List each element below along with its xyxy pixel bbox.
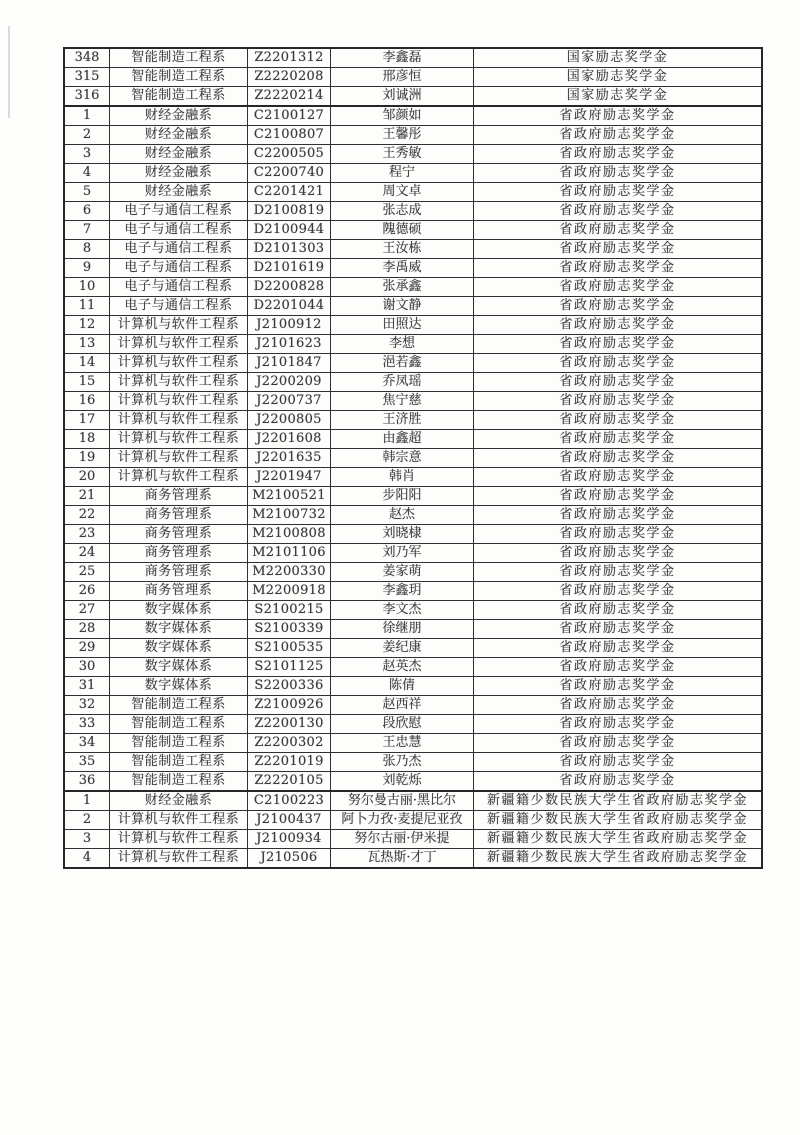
name-cell: 瓦热斯·才丁	[331, 849, 474, 869]
table-row	[64, 335, 762, 354]
name-cell: 周文卓	[331, 183, 474, 202]
student-id-cell: D2100944	[248, 221, 331, 240]
table-row	[64, 221, 762, 240]
department-cell: 财经金融系	[110, 145, 248, 164]
row-number-cell: 14	[64, 354, 110, 373]
award-cell: 省政府励志奖学金	[474, 221, 763, 240]
name-cell: 李文杰	[331, 601, 474, 620]
student-id-cell: J2100437	[248, 811, 331, 830]
award-cell: 省政府励志奖学金	[474, 373, 763, 392]
row-number-cell: 36	[64, 772, 110, 792]
award-cell: 省政府励志奖学金	[474, 696, 763, 715]
row-number-cell: 9	[64, 259, 110, 278]
award-cell: 省政府励志奖学金	[474, 563, 763, 582]
row-number-cell: 7	[64, 221, 110, 240]
row-number-cell: 34	[64, 734, 110, 753]
department-cell: 电子与通信工程系	[110, 297, 248, 316]
department-cell: 计算机与软件工程系	[110, 430, 248, 449]
award-cell: 省政府励志奖学金	[474, 183, 763, 202]
table-row	[64, 278, 762, 297]
table-row	[64, 259, 762, 278]
table-row	[64, 202, 762, 221]
name-cell: 陈倩	[331, 677, 474, 696]
name-cell: 张承鑫	[331, 278, 474, 297]
name-cell: 刘乃军	[331, 544, 474, 563]
award-cell: 国家励志奖学金	[474, 87, 763, 107]
row-number-cell: 10	[64, 278, 110, 297]
name-cell: 王汝栋	[331, 240, 474, 259]
table-row	[64, 411, 762, 430]
name-cell: 韩肖	[331, 468, 474, 487]
award-cell: 省政府励志奖学金	[474, 449, 763, 468]
department-cell: 智能制造工程系	[110, 68, 248, 87]
department-cell: 智能制造工程系	[110, 48, 248, 68]
student-id-cell: S2100535	[248, 639, 331, 658]
name-cell: 张乃杰	[331, 753, 474, 772]
name-cell: 由鑫超	[331, 430, 474, 449]
student-id-cell: Z2220214	[248, 87, 331, 107]
table-row	[64, 354, 762, 373]
row-number-cell: 2	[64, 126, 110, 145]
student-id-cell: Z2201312	[248, 48, 331, 68]
award-cell: 省政府励志奖学金	[474, 582, 763, 601]
table-row	[64, 240, 762, 259]
name-cell: 张志成	[331, 202, 474, 221]
name-cell: 阿卜力孜·麦提尼亚孜	[331, 811, 474, 830]
department-cell: 计算机与软件工程系	[110, 354, 248, 373]
student-id-cell: D2201044	[248, 297, 331, 316]
department-cell: 商务管理系	[110, 487, 248, 506]
table-row	[64, 830, 762, 849]
table-row	[64, 106, 762, 126]
department-cell: 数字媒体系	[110, 620, 248, 639]
department-cell: 商务管理系	[110, 506, 248, 525]
table-row	[64, 373, 762, 392]
student-id-cell: Z2200302	[248, 734, 331, 753]
table-row	[64, 487, 762, 506]
row-number-cell: 316	[64, 87, 110, 107]
student-id-cell: J210506	[248, 849, 331, 869]
row-number-cell: 12	[64, 316, 110, 335]
row-number-cell: 19	[64, 449, 110, 468]
row-number-cell: 1	[64, 106, 110, 126]
table-row	[64, 449, 762, 468]
student-id-cell: S2101125	[248, 658, 331, 677]
department-cell: 财经金融系	[110, 126, 248, 145]
row-number-cell: 3	[64, 145, 110, 164]
table-row	[64, 753, 762, 772]
student-id-cell: S2100215	[248, 601, 331, 620]
table-row	[64, 68, 762, 87]
row-number-cell: 31	[64, 677, 110, 696]
table-row	[64, 544, 762, 563]
department-cell: 电子与通信工程系	[110, 202, 248, 221]
department-cell: 财经金融系	[110, 164, 248, 183]
row-number-cell: 33	[64, 715, 110, 734]
name-cell: 努尔古丽·伊米提	[331, 830, 474, 849]
department-cell: 智能制造工程系	[110, 696, 248, 715]
student-id-cell: J2100912	[248, 316, 331, 335]
department-cell: 智能制造工程系	[110, 87, 248, 107]
award-cell: 省政府励志奖学金	[474, 639, 763, 658]
name-cell: 李禹威	[331, 259, 474, 278]
award-cell: 省政府励志奖学金	[474, 316, 763, 335]
name-cell: 焦宁慈	[331, 392, 474, 411]
department-cell: 计算机与软件工程系	[110, 449, 248, 468]
award-cell: 新疆籍少数民族大学生省政府励志奖学金	[474, 849, 763, 869]
department-cell: 计算机与软件工程系	[110, 468, 248, 487]
table-row	[64, 48, 762, 68]
table-row	[64, 316, 762, 335]
row-number-cell: 8	[64, 240, 110, 259]
award-cell: 省政府励志奖学金	[474, 601, 763, 620]
row-number-cell: 315	[64, 68, 110, 87]
student-id-cell: Z2220208	[248, 68, 331, 87]
row-number-cell: 35	[64, 753, 110, 772]
student-id-cell: J2201635	[248, 449, 331, 468]
scholarship-table	[63, 47, 763, 869]
student-id-cell: C2200740	[248, 164, 331, 183]
row-number-cell: 32	[64, 696, 110, 715]
table-row	[64, 392, 762, 411]
award-cell: 省政府励志奖学金	[474, 392, 763, 411]
award-cell: 省政府励志奖学金	[474, 658, 763, 677]
row-number-cell: 21	[64, 487, 110, 506]
table-row	[64, 715, 762, 734]
award-cell: 省政府励志奖学金	[474, 259, 763, 278]
row-number-cell: 26	[64, 582, 110, 601]
department-cell: 智能制造工程系	[110, 715, 248, 734]
award-cell: 国家励志奖学金	[474, 48, 763, 68]
student-id-cell: D2100819	[248, 202, 331, 221]
student-id-cell: C2100807	[248, 126, 331, 145]
student-id-cell: M2200918	[248, 582, 331, 601]
table-row	[64, 582, 762, 601]
name-cell: 姜家萌	[331, 563, 474, 582]
student-id-cell: M2100732	[248, 506, 331, 525]
department-cell: 电子与通信工程系	[110, 240, 248, 259]
department-cell: 电子与通信工程系	[110, 259, 248, 278]
department-cell: 计算机与软件工程系	[110, 373, 248, 392]
row-number-cell: 3	[64, 830, 110, 849]
table-row	[64, 677, 762, 696]
award-cell: 省政府励志奖学金	[474, 335, 763, 354]
name-cell: 姜纪康	[331, 639, 474, 658]
table-row	[64, 849, 762, 869]
name-cell: 刘晓棣	[331, 525, 474, 544]
name-cell: 王秀敏	[331, 145, 474, 164]
student-id-cell: Z2220105	[248, 772, 331, 792]
award-cell: 省政府励志奖学金	[474, 411, 763, 430]
department-cell: 商务管理系	[110, 544, 248, 563]
student-id-cell: Z2200130	[248, 715, 331, 734]
department-cell: 财经金融系	[110, 106, 248, 126]
row-number-cell: 20	[64, 468, 110, 487]
name-cell: 段欣慰	[331, 715, 474, 734]
department-cell: 电子与通信工程系	[110, 221, 248, 240]
name-cell: 刘乾烁	[331, 772, 474, 792]
row-number-cell: 6	[64, 202, 110, 221]
award-cell: 省政府励志奖学金	[474, 240, 763, 259]
department-cell: 智能制造工程系	[110, 772, 248, 792]
row-number-cell: 24	[64, 544, 110, 563]
row-number-cell: 15	[64, 373, 110, 392]
award-cell: 新疆籍少数民族大学生省政府励志奖学金	[474, 830, 763, 849]
name-cell: 步阳阳	[331, 487, 474, 506]
department-cell: 计算机与软件工程系	[110, 849, 248, 869]
name-cell: 李鑫玥	[331, 582, 474, 601]
row-number-cell: 16	[64, 392, 110, 411]
row-number-cell: 23	[64, 525, 110, 544]
student-id-cell: D2101619	[248, 259, 331, 278]
table-row	[64, 145, 762, 164]
award-cell: 国家励志奖学金	[474, 68, 763, 87]
department-cell: 计算机与软件工程系	[110, 335, 248, 354]
table-row	[64, 506, 762, 525]
scan-artifact-line	[8, 26, 10, 118]
award-cell: 省政府励志奖学金	[474, 202, 763, 221]
award-cell: 省政府励志奖学金	[474, 297, 763, 316]
department-cell: 计算机与软件工程系	[110, 411, 248, 430]
name-cell: 乔凤瑶	[331, 373, 474, 392]
award-cell: 省政府励志奖学金	[474, 354, 763, 373]
award-cell: 省政府励志奖学金	[474, 753, 763, 772]
award-cell: 省政府励志奖学金	[474, 620, 763, 639]
row-number-cell: 2	[64, 811, 110, 830]
name-cell: 王忠慧	[331, 734, 474, 753]
table-row	[64, 696, 762, 715]
name-cell: 田照达	[331, 316, 474, 335]
department-cell: 智能制造工程系	[110, 753, 248, 772]
student-id-cell: M2200330	[248, 563, 331, 582]
table-row	[64, 639, 762, 658]
name-cell: 徐继朋	[331, 620, 474, 639]
department-cell: 商务管理系	[110, 582, 248, 601]
name-cell: 赵西祥	[331, 696, 474, 715]
table-row	[64, 563, 762, 582]
name-cell: 隗德硕	[331, 221, 474, 240]
name-cell: 努尔曼古丽·黑比尔	[331, 791, 474, 811]
department-cell: 数字媒体系	[110, 658, 248, 677]
row-number-cell: 1	[64, 791, 110, 811]
student-id-cell: J2101623	[248, 335, 331, 354]
award-cell: 省政府励志奖学金	[474, 525, 763, 544]
award-cell: 省政府励志奖学金	[474, 734, 763, 753]
name-cell: 邹颜如	[331, 106, 474, 126]
row-number-cell: 4	[64, 849, 110, 869]
row-number-cell: 18	[64, 430, 110, 449]
row-number-cell: 30	[64, 658, 110, 677]
row-number-cell: 17	[64, 411, 110, 430]
table-row	[64, 297, 762, 316]
row-number-cell: 29	[64, 639, 110, 658]
department-cell: 计算机与软件工程系	[110, 392, 248, 411]
table-row	[64, 525, 762, 544]
student-id-cell: J2201947	[248, 468, 331, 487]
student-id-cell: C2100127	[248, 106, 331, 126]
table-row	[64, 183, 762, 202]
student-id-cell: Z2201019	[248, 753, 331, 772]
name-cell: 浥若鑫	[331, 354, 474, 373]
award-cell: 省政府励志奖学金	[474, 506, 763, 525]
table-row	[64, 601, 762, 620]
department-cell: 电子与通信工程系	[110, 278, 248, 297]
table-row	[64, 620, 762, 639]
table-row	[64, 430, 762, 449]
table-row	[64, 658, 762, 677]
award-cell: 省政府励志奖学金	[474, 468, 763, 487]
student-id-cell: M2100521	[248, 487, 331, 506]
student-id-cell: D2101303	[248, 240, 331, 259]
student-id-cell: M2100808	[248, 525, 331, 544]
award-cell: 新疆籍少数民族大学生省政府励志奖学金	[474, 811, 763, 830]
student-id-cell: C2200505	[248, 145, 331, 164]
row-number-cell: 27	[64, 601, 110, 620]
name-cell: 赵杰	[331, 506, 474, 525]
name-cell: 王济胜	[331, 411, 474, 430]
student-id-cell: C2100223	[248, 791, 331, 811]
row-number-cell: 28	[64, 620, 110, 639]
row-number-cell: 25	[64, 563, 110, 582]
student-id-cell: J2201608	[248, 430, 331, 449]
department-cell: 商务管理系	[110, 563, 248, 582]
name-cell: 程宁	[331, 164, 474, 183]
department-cell: 数字媒体系	[110, 677, 248, 696]
award-cell: 省政府励志奖学金	[474, 772, 763, 792]
student-id-cell: Z2100926	[248, 696, 331, 715]
department-cell: 智能制造工程系	[110, 734, 248, 753]
award-cell: 新疆籍少数民族大学生省政府励志奖学金	[474, 791, 763, 811]
award-cell: 省政府励志奖学金	[474, 106, 763, 126]
table-row	[64, 164, 762, 183]
table-row	[64, 791, 762, 811]
award-cell: 省政府励志奖学金	[474, 145, 763, 164]
name-cell: 刘诚洲	[331, 87, 474, 107]
row-number-cell: 4	[64, 164, 110, 183]
student-id-cell: J2200805	[248, 411, 331, 430]
table-row	[64, 734, 762, 753]
award-cell: 省政府励志奖学金	[474, 544, 763, 563]
department-cell: 数字媒体系	[110, 639, 248, 658]
student-id-cell: J2200737	[248, 392, 331, 411]
name-cell: 邢彦恒	[331, 68, 474, 87]
department-cell: 财经金融系	[110, 183, 248, 202]
department-cell: 商务管理系	[110, 525, 248, 544]
table-row	[64, 87, 762, 107]
scholarship-table-body	[64, 48, 762, 868]
department-cell: 数字媒体系	[110, 601, 248, 620]
award-cell: 省政府励志奖学金	[474, 278, 763, 297]
student-id-cell: S2200336	[248, 677, 331, 696]
award-cell: 省政府励志奖学金	[474, 164, 763, 183]
student-id-cell: C2201421	[248, 183, 331, 202]
award-cell: 省政府励志奖学金	[474, 677, 763, 696]
award-cell: 省政府励志奖学金	[474, 126, 763, 145]
row-number-cell: 11	[64, 297, 110, 316]
name-cell: 赵英杰	[331, 658, 474, 677]
student-id-cell: D2200828	[248, 278, 331, 297]
row-number-cell: 13	[64, 335, 110, 354]
award-cell: 省政府励志奖学金	[474, 430, 763, 449]
table-row	[64, 811, 762, 830]
student-id-cell: J2100934	[248, 830, 331, 849]
row-number-cell: 22	[64, 506, 110, 525]
department-cell: 计算机与软件工程系	[110, 316, 248, 335]
student-id-cell: M2101106	[248, 544, 331, 563]
department-cell: 计算机与软件工程系	[110, 811, 248, 830]
name-cell: 王馨彤	[331, 126, 474, 145]
row-number-cell: 5	[64, 183, 110, 202]
student-id-cell: S2100339	[248, 620, 331, 639]
row-number-cell: 348	[64, 48, 110, 68]
name-cell: 李想	[331, 335, 474, 354]
award-cell: 省政府励志奖学金	[474, 487, 763, 506]
student-id-cell: J2101847	[248, 354, 331, 373]
table-row	[64, 772, 762, 792]
name-cell: 李鑫磊	[331, 48, 474, 68]
student-id-cell: J2200209	[248, 373, 331, 392]
table-row	[64, 126, 762, 145]
department-cell: 计算机与软件工程系	[110, 830, 248, 849]
department-cell: 财经金融系	[110, 791, 248, 811]
name-cell: 谢文静	[331, 297, 474, 316]
award-cell: 省政府励志奖学金	[474, 715, 763, 734]
table-row	[64, 468, 762, 487]
name-cell: 韩宗意	[331, 449, 474, 468]
